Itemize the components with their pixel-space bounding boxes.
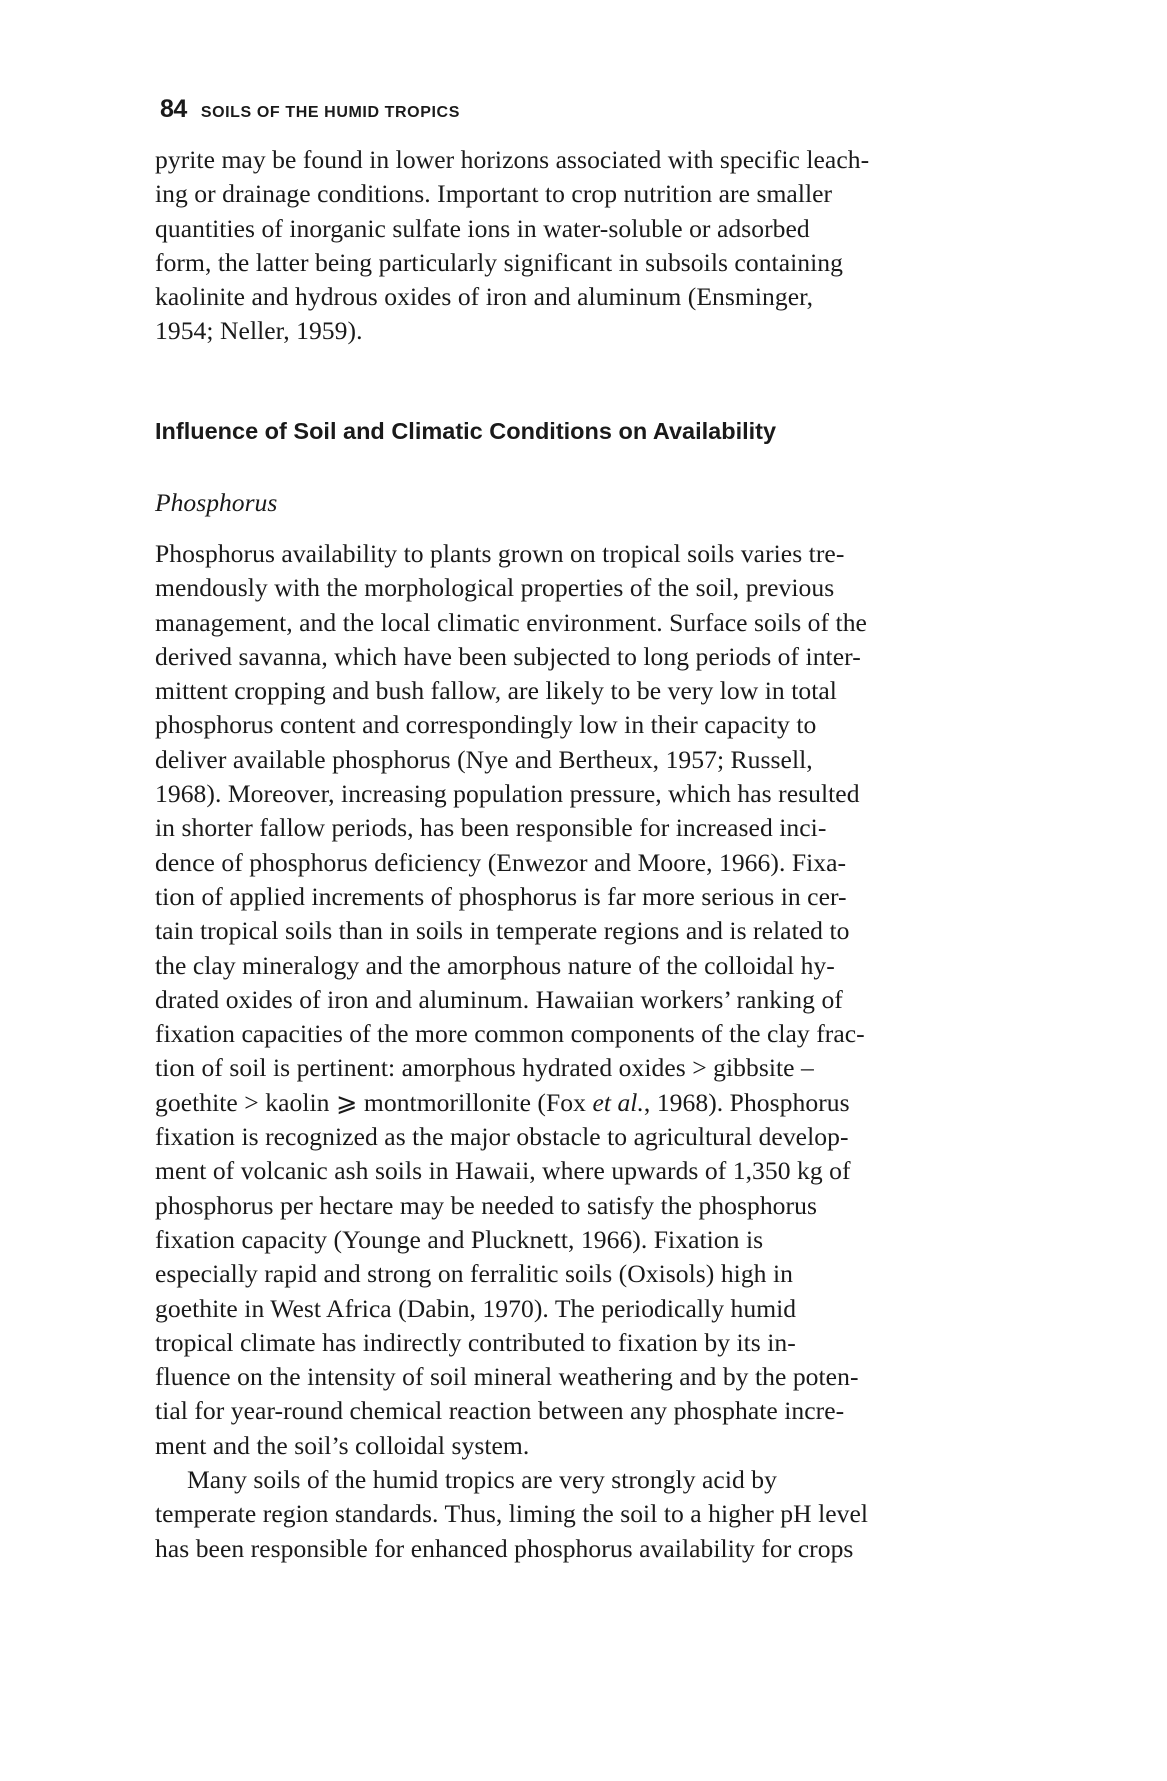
text-line: pyrite may be found in lower horizons associated with specific leach- (155, 145, 870, 174)
text-line: Phosphorus availability to plants grown on tropical soils varies tre- (155, 539, 845, 568)
section-heading: Influence of Soil and Climatic Conditions on Availability (155, 418, 777, 444)
text-line: drated oxides of iron and aluminum. Hawaiian workers’ ranking of (155, 984, 843, 1014)
page-number: 84 (160, 95, 187, 123)
text-line: Many soils of the humid tropics are very strongly acid by (187, 1465, 777, 1495)
subsection-heading: Phosphorus (155, 488, 278, 517)
text-line: form, the latter being particularly significant in subsoils containing (155, 247, 843, 277)
text-line: fluence on the intensity of soil mineral weathering and by the poten- (155, 1362, 859, 1392)
text-line: 1968). Moreover, increasing population pressure, which has resulted (155, 779, 860, 809)
text-line: especially rapid and strong on ferralitic soils (Oxisols) high in (155, 1259, 793, 1289)
italic-fragment: et al. (592, 1087, 644, 1117)
text-line: quantities of inorganic sulfate ions in water-soluble or adsorbed (155, 213, 810, 243)
text-line: has been responsible for enhanced phosphorus availability for crops (155, 1533, 854, 1563)
text-line: fixation capacities of the more common components of the clay frac- (155, 1019, 865, 1049)
running-head (160, 95, 460, 124)
text-fragment: , 1968). Phosphorus (643, 1087, 850, 1117)
text-line: mendously with the morphological properties of the soil, previous (155, 573, 835, 603)
text-line: tion of soil is pertinent: amorphous hydrated oxides > gibbsite – (155, 1053, 814, 1083)
text-line: tial for year-round chemical reaction between any phosphate incre- (155, 1396, 845, 1426)
text-line: temperate region standards. Thus, liming the soil to a higher pH level (155, 1499, 869, 1529)
text-line: fixation is recognized as the major obstacle to agricultural develop- (155, 1122, 849, 1152)
text-line: in shorter fallow periods, has been responsible for increased inci- (155, 813, 827, 843)
text-line: ing or drainage conditions. Important to crop nutrition are smaller (155, 179, 833, 209)
text-line: tain tropical soils than in soils in temperate regions and is related to (155, 916, 850, 946)
text-line: dence of phosphorus deficiency (Enwezor and Moore, 1966). Fixa- (155, 847, 847, 877)
text-line: mittent cropping and bush fallow, are likely to be very low in total (155, 676, 837, 706)
text-line: deliver available phosphorus (Nye and Bertheux, 1957; Russell, (155, 744, 813, 774)
text-line: tropical climate has indirectly contributed to fixation by its in- (155, 1327, 796, 1357)
text-line: management, and the local climatic environment. Surface soils of the (155, 607, 867, 637)
text-line: ment of volcanic ash soils in Hawaii, where upwards of 1,350 kg of (155, 1156, 851, 1186)
text-line: tion of applied increments of phosphorus is far more serious in cer- (155, 881, 847, 911)
text-fragment: goethite > kaolin ⩾ montmorillonite (Fox (155, 1087, 593, 1117)
text-line: the clay mineralogy and the amorphous nature of the colloidal hy- (155, 950, 835, 980)
text-line: fixation capacity (Younge and Plucknett, 1966). Fixation is (155, 1224, 764, 1254)
text-line-with-citation (155, 1086, 1015, 1120)
text-line: kaolinite and hydrous oxides of iron and aluminum (Ensminger, (155, 282, 814, 312)
intro-paragraph (155, 143, 1015, 349)
text-line: 1954; Neller, 1959). (155, 316, 363, 346)
text-line: phosphorus content and correspondingly low in their capacity to (155, 710, 817, 740)
running-title: SOILS OF THE HUMID TROPICS (200, 104, 460, 121)
text-line: phosphorus per hectare may be needed to satisfy the phosphorus (155, 1190, 817, 1220)
text-line: goethite in West Africa (Dabin, 1970). The periodically humid (155, 1293, 797, 1323)
text-line: derived savanna, which have been subjected to long periods of inter- (155, 641, 861, 671)
phosphorus-paragraph (155, 537, 1015, 1566)
text-line: ment and the soil’s colloidal system. (155, 1430, 530, 1460)
